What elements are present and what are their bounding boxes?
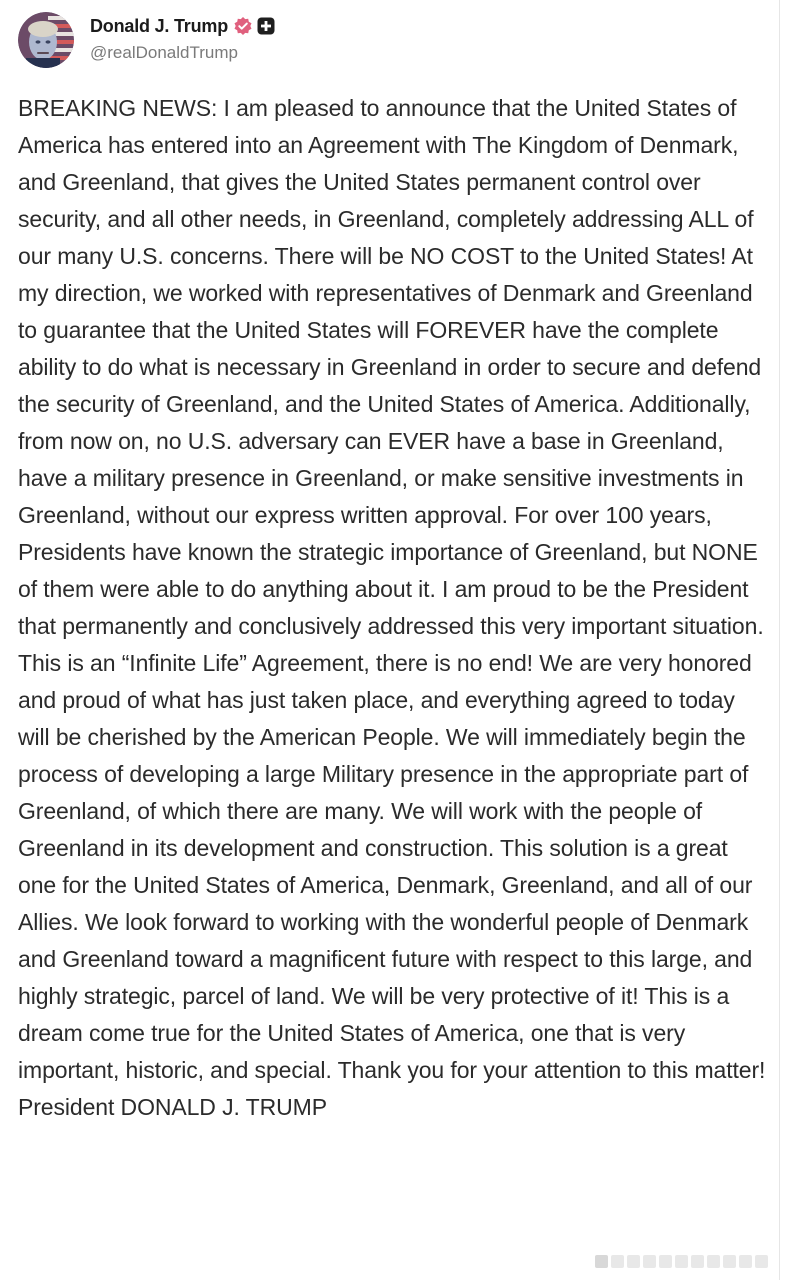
post-header bbox=[18, 10, 275, 70]
dot bbox=[739, 1255, 752, 1268]
dot bbox=[611, 1255, 624, 1268]
dot bbox=[595, 1255, 608, 1268]
dot bbox=[707, 1255, 720, 1268]
dot bbox=[643, 1255, 656, 1268]
author-handle[interactable]: @realDonaldTrump bbox=[90, 43, 238, 62]
panel-border bbox=[779, 0, 780, 1280]
dot bbox=[723, 1255, 736, 1268]
author-display-name[interactable]: Donald J. Trump bbox=[90, 15, 229, 36]
verified-badge-icon bbox=[233, 16, 253, 36]
avatar[interactable] bbox=[18, 12, 74, 68]
dot bbox=[755, 1255, 768, 1268]
dot bbox=[691, 1255, 704, 1268]
author-info bbox=[90, 13, 275, 63]
plus-icon[interactable] bbox=[257, 17, 275, 35]
image-watermark-dots bbox=[592, 1255, 768, 1268]
post-text: BREAKING NEWS: I am pleased to announce that the United States of America has entered into an Agreement with The Kingdom of Denmark, and Greenland, that gives the United States permanent control over security, and all other needs, in Greenland, completely addressing ALL of our many U.S. concerns. There will be NO COST to the United States! At my direction, we worked with representatives of Denmark and Greenland to guarantee that the United States will FOREVER have the complete ability to do what is necessary in Greenland in order to secure and defend the security of Greenland, and the United States of America. Additionally, from now on, no U.S. adversary can EVER have a base in Greenland, have a military presence in Greenland, or make sensitive investments in Greenland, without our express written approval. For over 100 years, Presidents have known the strategic importance of Greenland, but NONE of them were able to do anything about it. I am proud to be the President that permanently and conclusively addressed this very important situation. This is an “Infinite Life” Agreement, there is no end! We are very honored and proud of what has just taken place, and everything agreed to today will be cherished by the American People. We will immediately begin the process of developing a large Military presence in the appropriate part of Greenland, of which there are many. We will work with the people of Greenland in its development and construction. This solution is a great one for the United States of America, Denmark, Greenland, and all of our Allies. We look forward to working with the wonderful people of Denmark and Greenland toward a magnificent future with respect to this large, and highly strategic, parcel of land. We will be very protective of it! This is a dream come true for the United States of America, one that is very important, historic, and special. Thank you for your attention to this matter! President DONALD J. TRUMP bbox=[18, 95, 766, 1120]
dot bbox=[659, 1255, 672, 1268]
dot bbox=[675, 1255, 688, 1268]
name-row bbox=[90, 13, 275, 39]
dot bbox=[627, 1255, 640, 1268]
